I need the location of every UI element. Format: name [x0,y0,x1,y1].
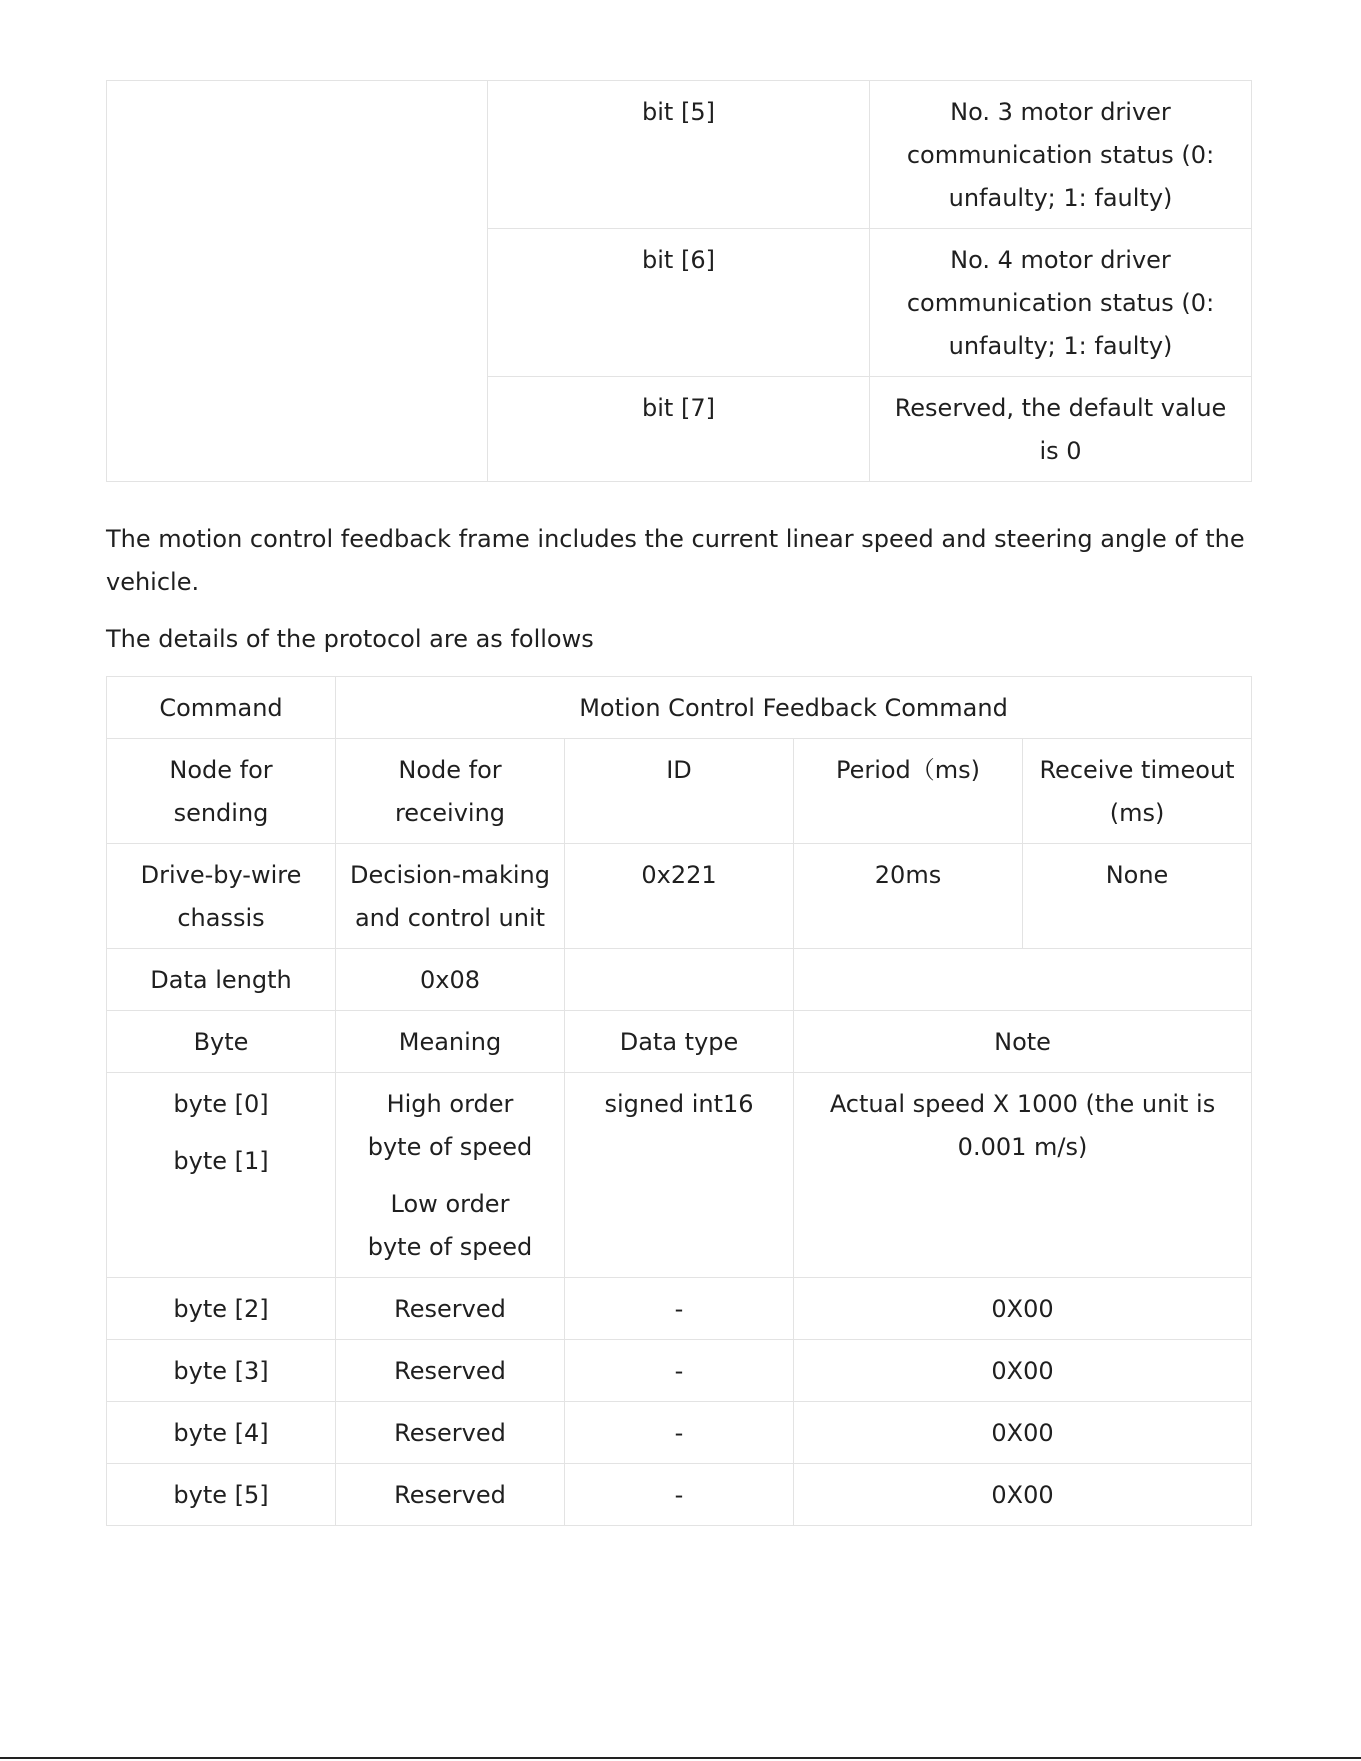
data-type-cell: - [565,1278,794,1340]
node-receiving-cell: Decision-making and control unit [336,844,565,949]
byte0-label: byte [0] [173,1090,269,1118]
timeout-header: Receive timeout (ms) [1023,739,1252,844]
meaning-header: Meaning [336,1011,565,1073]
data-type-cell: - [565,1340,794,1402]
table-row [107,1464,1252,1526]
bit-description-cell: Reserved, the default value is 0 [870,377,1252,482]
bit-cell: bit [7] [488,377,870,482]
byte-header: Byte [107,1011,336,1073]
meaning-cell: Reserved [336,1464,565,1526]
table-row [107,1340,1252,1402]
intro-paragraph: The motion control feedback frame includes the current linear speed and steering angle of the vehicle. [106,525,1245,596]
data-type-cell: signed int16 [565,1073,794,1278]
bit-description-cell: No. 3 motor driver communication status (0: unfaulty; 1: faulty) [870,81,1252,229]
header-row [107,739,1252,844]
note-cell: 0X00 [794,1340,1252,1402]
period-cell: 20ms [794,844,1023,949]
meaning-cell [336,1073,565,1278]
table-row [107,1278,1252,1340]
command-value-cell: Motion Control Feedback Command [336,677,1252,739]
bit-cell: bit [6] [488,229,870,377]
byte-cell: byte [5] [107,1464,336,1526]
command-label-cell: Command [107,677,336,739]
note-cell: 0X00 [794,1464,1252,1526]
note-cell: 0X00 [794,1278,1252,1340]
meaning-cell: Reserved [336,1278,565,1340]
bit-cell: bit [5] [488,81,870,229]
meaning-low-label: Low order byte of speed [367,1190,533,1261]
data-length-row [107,949,1252,1011]
id-header: ID [565,739,794,844]
command-row [107,677,1252,739]
meaning-high-label: High order byte of speed [367,1090,533,1161]
byte-cell: byte [4] [107,1402,336,1464]
data-type-header: Data type [565,1011,794,1073]
byte-cell: byte [3] [107,1340,336,1402]
byte-cell [107,1073,336,1278]
data-length-label-cell: Data length [107,949,336,1011]
bit-description-cell: No. 4 motor driver communication status (0: unfaulty; 1: faulty) [870,229,1252,377]
note-header: Note [794,1011,1252,1073]
note-cell: 0X00 [794,1402,1252,1464]
node-sending-cell: Drive-by-wire chassis [107,844,336,949]
speed-row [107,1073,1252,1278]
meaning-cell: Reserved [336,1402,565,1464]
timeout-cell: None [1023,844,1252,949]
note-cell: Actual speed X 1000 (the unit is 0.001 m/s) [794,1073,1252,1278]
motion-feedback-protocol-table [106,676,1252,1526]
empty-cell [565,949,794,1011]
id-cell: 0x221 [565,844,794,949]
empty-cell [107,81,488,482]
page-bottom-divider [0,1757,1361,1759]
table-row [107,81,1252,229]
column-header-row [107,1011,1252,1073]
period-header: Period（ms) [794,739,1023,844]
node-sending-header: Node for sending [107,739,336,844]
details-paragraph: The details of the protocol are as follows [106,625,594,653]
meaning-cell: Reserved [336,1340,565,1402]
data-type-cell: - [565,1402,794,1464]
node-receiving-header: Node for receiving [336,739,565,844]
byte1-label: byte [1] [173,1147,269,1175]
data-length-value-cell: 0x08 [336,949,565,1011]
table-row [107,1402,1252,1464]
empty-cell [794,949,1252,1011]
data-type-cell: - [565,1464,794,1526]
bit-status-table [106,80,1252,482]
byte-cell: byte [2] [107,1278,336,1340]
info-row [107,844,1252,949]
